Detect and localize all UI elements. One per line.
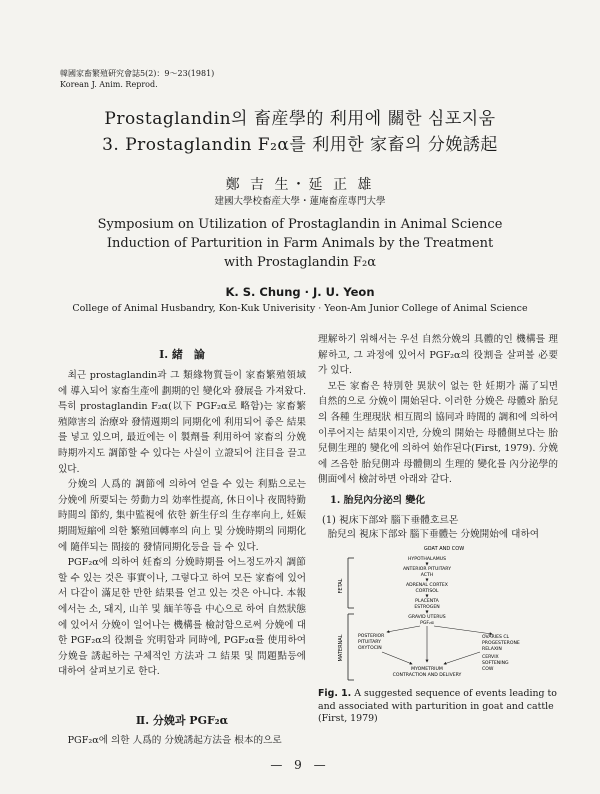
node-adrenal-cortex: ADRENAL CORTEX [406,583,448,588]
node-myometrium: MYOMETRIUM [411,667,443,672]
paragraph: 分娩의 人爲的 調節에 의하여 얻을 수 있는 利點으로는 分娩에 所要되는 勞動力의 効率性提高, 休日이나 夜間特勤時間의 節約, 集中監視에 依한 新生仔의 生存率向上, 妊娠期間短縮에 의한 繁殖回轉率의 向上 및 分娩時期의 同期化에 隨伴되는 間接的 發情同期化등을 들 수 있다. [58,479,306,553]
paragraph: 모든 家畜은 特別한 異狀이 없는 한 妊期가 滿了되면 自然的으로 分娩이 開始된다. 이러한 分娩은 母體와 胎兒의 各種 生理現狀 相互間의 協同과 時間的 調和에 의하여 이루어지는 結果이지만, 分娩의 開始는 母體側보다는 胎兒側生理的 變化에 의하여 始作된다(First, 1979). 分娩에 즈음한 胎兒側과 母體側의 生理的 變化를 內分泌學的 側面에서 檢討하면 아래와 같다. [318,380,558,486]
node-softening: SOFTENING [482,661,509,666]
node-pgf2a: PGF₂α [420,621,434,626]
section-1-heading: Ⅰ. 緒 論 [159,348,205,361]
journal-citation [60,68,214,90]
node-acth: ACTH [420,573,434,578]
affiliation-korean: 建國大學校畜産大學・蓮庵畜産專門大學 [214,196,386,207]
node-estrogen: ESTROGEN [414,605,440,610]
node-ovaries-cl: OVARIES CL [482,635,510,640]
node-progesterone: PROGESTERONE [482,641,520,646]
node-gravid-uterus: GRAVID UTERUS [408,615,446,620]
authors-korean: 鄭 吉 生・延 正 雄 [225,177,375,193]
title-korean-line-1: Prostaglandin의 畜産學的 利用에 關한 심포지움 [104,109,496,129]
right-column-tail [318,527,558,543]
right-column-body [318,332,558,488]
node-cervix: CERVIX [482,655,499,660]
diagram-header: GOAT AND COW [423,546,465,552]
paragraph: PGF₂α에 의한 人爲的 分娩誘起方法을 根本的으로 [67,735,282,746]
diagram-svg [332,544,560,684]
figure-caption-label: Fig. 1. [318,688,352,699]
paragraph: 최근 prostaglandin과 그 類緣物質들이 家畜繁殖領域에 導入되어 家畜生產에 劃期的인 變化와 發展을 가져왔다. 특히 prostaglandin F₂α(以下 PGF₂α로 略함)는 家畜繁殖障害의 治療와 發情週期의 同期化에 利用되어 좋은 結果를 넣고 있으며, 最近에는 이 製劑를 利用하여 家畜의 分娩時期까지도 調節할 수 있다는 사실이 立證되어 注目을 끌고 있다. [58,370,307,475]
paragraph: PGF₂α에 의하여 妊畜의 分娩時期를 어느정도까지 調節할 수 있는 것은 事實이나, 그렇다고 하여 모든 家畜에 있어서 다같이 滿足한 만한 結果를 얻고 있는 것은 아니다. 本報에서는 소, 돼지, 山羊 및 緬羊等을 中心으로 하여 自然狀態에 있어서 分娩이 일어나는 機構를 檢討함으로써 分娩에 대한 PGF₂α의 役割을 究明함과 同時에, PGF₂α를 使用하여 分娩을 誘起하는 구체적인 方法과 그 結果 및 問題點등에 대하여 살펴보기로 한다. [58,557,306,678]
node-posterior: POSTERIOR [358,634,385,639]
page-number: — 9 — [270,758,330,772]
authors-english: K. S. Chung · J. U. Yeon [225,285,375,299]
node-cortisol: CORTISOL [415,589,439,594]
parturition-flow-diagram [332,544,560,684]
node-placenta: PLACENTA [415,599,439,604]
node-relaxin: RELAXIN [482,647,502,652]
title-english-line-1: Symposium on Utilization of Prostaglandin in Animal Science [97,217,503,232]
node-anterior-pituitary: ANTERIOR PITUITARY [402,567,452,572]
left-column-body [58,368,306,680]
node-pituitary: PITUITARY [358,640,381,645]
section-2-heading: Ⅱ. 分娩과 PGF₂α [135,714,229,727]
fetal-label: FETAL [338,578,344,594]
node-cow: COW [482,667,494,672]
affiliation-english: College of Animal Husbandry, Kon-Kuk Univerisity · Yeon-Am Junior College of Animal Science [72,303,528,314]
title-korean-line-2: 3. Prostaglandin F₂α를 利用한 家畜의 分娩誘起 [102,135,498,155]
maternal-label: MATERNAL [338,634,344,662]
title-english-line-3: with Prostaglandin F₂α [223,255,377,270]
subsection-heading: 1. 胎兒內分泌의 變化 [330,495,426,506]
node-oxytocin: OXYTOCIN [358,646,382,651]
journal-line-2: Korean J. Anim. Reprod. [60,80,158,89]
sub-subsection-heading: (1) 視床下部와 腦下垂體호르몬 [322,515,459,526]
journal-line-1: 韓國家畜繁殖硏究會誌5(2)：9～23(1981) [60,69,215,78]
paragraph: 胎兒의 視床下部와 腦下垂體는 分娩開始에 대하여 [327,529,539,540]
left-column-tail [58,733,306,749]
paragraph: 理解하기 위해서는 우선 自然分娩의 具體的인 機構를 理解하고, 그 과정에 있어서 PGF₂α의 役割을 살펴볼 必要가 있다. [318,334,558,377]
fetal-bracket [338,558,354,608]
node-hypothalamus: HYPOTHALAMUS [407,557,447,562]
node-contraction-delivery: CONTRACTION AND DELIVERY [392,673,462,678]
figure-caption [318,688,558,726]
figure-caption-text: A suggested sequence of events leading to and associated with parturition in goat and cattle (First, 1979) [318,688,557,724]
maternal-bracket [338,614,354,680]
title-english-line-2: Induction of Parturition in Farm Animals by the Treatment [106,236,494,251]
